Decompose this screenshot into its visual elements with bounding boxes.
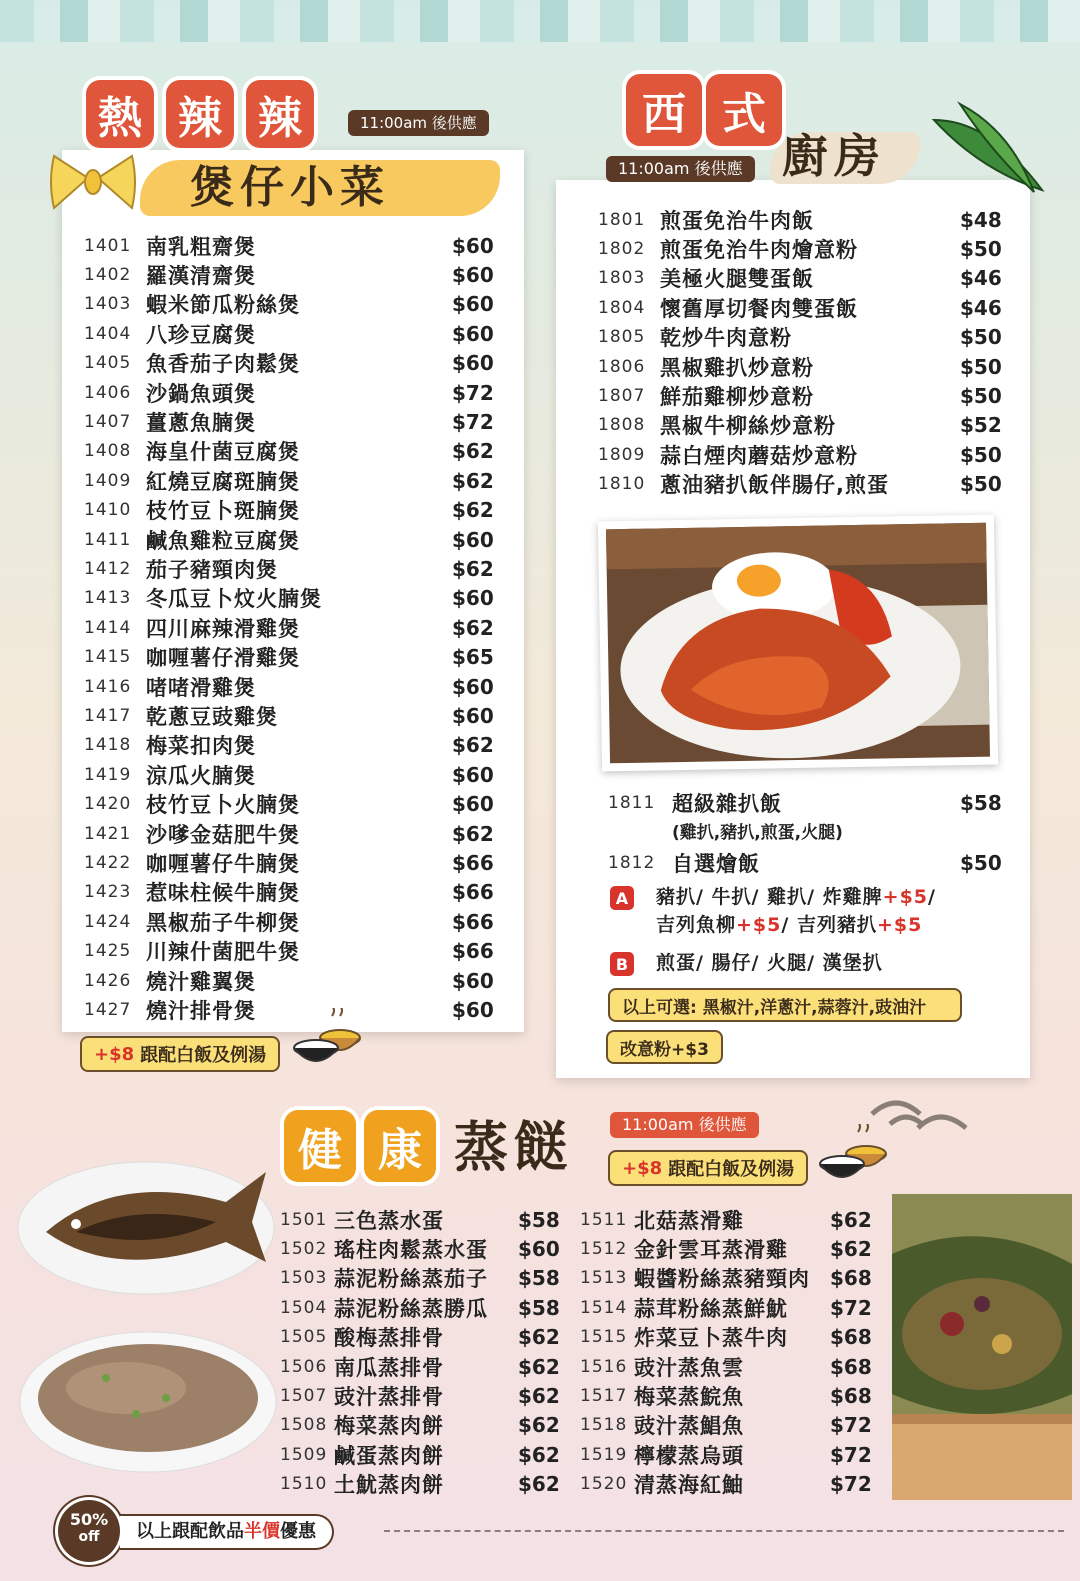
menu-item <box>84 525 512 554</box>
item-price: $60 <box>452 527 494 552</box>
item-code: 1424 <box>84 911 132 932</box>
item-price: $66 <box>452 850 494 875</box>
item-name: 梅菜蒸肉餅 <box>334 1414 444 1439</box>
item-name: 超級雜扒飯 <box>672 791 782 816</box>
menu-item <box>580 1264 890 1293</box>
menu-item <box>84 790 512 819</box>
option-a-fish: 吉列魚柳 <box>656 914 737 936</box>
leaf-icon <box>930 100 1050 196</box>
menu-item <box>280 1264 578 1293</box>
item-name: 乾炒牛肉意粉 <box>660 326 792 351</box>
item-price: $50 <box>960 850 1002 875</box>
item-code: 1416 <box>84 676 132 697</box>
item-name: 懷舊厚切餐肉雙蛋飯 <box>660 296 858 321</box>
sauce-options: 以上可選: 黑椒汁,洋蔥汁,蒜蓉汁,豉油汁 <box>608 988 962 1022</box>
item-code: 1423 <box>84 882 132 903</box>
item-price: $50 <box>960 442 1002 467</box>
menu-item <box>598 205 1020 234</box>
item-price: $62 <box>452 615 494 640</box>
item-name: 川辣什菌肥牛煲 <box>146 940 300 965</box>
item-name: 蒜泥粉絲蒸勝瓜 <box>334 1296 488 1321</box>
decorative-top-border <box>0 0 1080 42</box>
item-name: 北菇蒸滑雞 <box>634 1208 744 1233</box>
menu-item <box>84 643 512 672</box>
item-price: $50 <box>960 472 1002 497</box>
item-name: 鹹魚雞粒豆腐煲 <box>146 528 300 553</box>
item-code: 1501 <box>280 1209 328 1230</box>
item-price: $50 <box>960 383 1002 408</box>
item-name: 三色蒸水蛋 <box>334 1208 444 1233</box>
item-name: 清蒸海紅鮋 <box>634 1473 744 1498</box>
item-code: 1810 <box>598 474 646 495</box>
item-code: 1520 <box>580 1474 628 1495</box>
menu-item <box>280 1293 578 1322</box>
item-price: $60 <box>452 586 494 611</box>
menu-item <box>580 1381 890 1410</box>
item-name: 惹味柱候牛腩煲 <box>146 881 300 906</box>
menu-item <box>84 966 512 995</box>
option-b-badge: B <box>610 952 634 976</box>
steamed-addon-text: 跟配白飯及例湯 <box>668 1159 795 1180</box>
menu-item <box>280 1234 578 1263</box>
option-a-line-2 <box>656 910 922 937</box>
steam-lines-icon <box>866 1088 972 1144</box>
item-price: $68 <box>830 1325 872 1350</box>
item-code: 1806 <box>598 356 646 377</box>
menu-item <box>84 349 512 378</box>
item-price: $50 <box>960 354 1002 379</box>
item-price: $50 <box>960 325 1002 350</box>
item-code: 1418 <box>84 735 132 756</box>
item-code: 1402 <box>84 264 132 285</box>
item-price: $62 <box>518 1354 560 1379</box>
item-code: 1506 <box>280 1356 328 1377</box>
item-code: 1421 <box>84 823 132 844</box>
item-price: $66 <box>452 909 494 934</box>
menu-item <box>580 1440 890 1469</box>
item-name: 紅燒豆腐斑腩煲 <box>146 469 300 494</box>
item-price: $60 <box>452 703 494 728</box>
menu-item <box>598 293 1020 322</box>
item-name: 瑤柱肉鬆蒸水蛋 <box>334 1237 488 1262</box>
badge-percent: 50% <box>69 1510 109 1529</box>
menu-item <box>608 788 1020 817</box>
item-code: 1515 <box>580 1327 628 1348</box>
item-price: $72 <box>830 1472 872 1497</box>
item-name: 蝦醬粉絲蒸豬頸肉 <box>634 1267 810 1292</box>
item-code: 1410 <box>84 500 132 521</box>
item-name: 豉汁蒸鯧魚 <box>634 1414 744 1439</box>
menu-item <box>84 701 512 730</box>
menu-item <box>580 1352 890 1381</box>
item-name: 蒜茸粉絲蒸鮮魷 <box>634 1296 788 1321</box>
item-code: 1507 <box>280 1385 328 1406</box>
item-name: 黑椒牛柳絲炒意粉 <box>660 414 836 439</box>
item-price: $60 <box>452 997 494 1022</box>
item-code: 1502 <box>280 1238 328 1259</box>
item-code: 1411 <box>84 529 132 550</box>
item-name: 乾蔥豆豉雞煲 <box>146 704 278 729</box>
item-price: $62 <box>452 468 494 493</box>
item-name: 金針雲耳蒸滑雞 <box>634 1237 788 1262</box>
option-a-fish-surcharge: +$5 <box>736 914 782 936</box>
western-title-char: 西 <box>626 74 702 146</box>
hotpot-addon-price: +$8 <box>94 1043 135 1065</box>
steamed-title-char: 康 <box>364 1110 436 1182</box>
item-code: 1404 <box>84 323 132 344</box>
item-price: $46 <box>960 295 1002 320</box>
item-name: 自選燴飯 <box>672 851 760 876</box>
item-price: $72 <box>830 1295 872 1320</box>
steamed-subtitle: 蒸餸 <box>454 1115 574 1179</box>
steamed-time-label: 11:00am 後供應 <box>610 1112 759 1138</box>
item-name: 啫啫滑雞煲 <box>146 675 256 700</box>
steamed-pork-patty-photo <box>16 1318 280 1478</box>
item-price: $60 <box>452 792 494 817</box>
item-price: $48 <box>960 207 1002 232</box>
menu-item <box>280 1323 578 1352</box>
option-a-separator: / <box>928 886 936 908</box>
item-code: 1417 <box>84 705 132 726</box>
menu-item <box>280 1205 578 1234</box>
item-name: 四川麻辣滑雞煲 <box>146 616 300 641</box>
item-code: 1516 <box>580 1356 628 1377</box>
item-code: 1413 <box>84 588 132 609</box>
hotpot-title-char: 熱 <box>86 80 154 148</box>
item-code: 1422 <box>84 852 132 873</box>
item-price: $50 <box>960 236 1002 261</box>
chicken-steak-photo <box>598 515 998 772</box>
menu-item <box>84 848 512 877</box>
drink-offer-text: 以上跟配飲品 <box>136 1521 244 1542</box>
item-price: $72 <box>452 380 494 405</box>
menu-item <box>84 760 512 789</box>
menu-item <box>580 1323 890 1352</box>
menu-item <box>84 378 512 407</box>
item-price: $60 <box>452 351 494 376</box>
option-a-pork-surcharge: +$5 <box>876 914 923 936</box>
drink-offer <box>120 1514 334 1550</box>
steamed-addon-price: +$8 <box>622 1157 663 1179</box>
item-price: $58 <box>518 1295 560 1320</box>
menu-item <box>84 937 512 966</box>
item-name: 涼瓜火腩煲 <box>146 763 256 788</box>
item-name: 酸梅蒸排骨 <box>334 1326 444 1351</box>
menu-item <box>280 1411 578 1440</box>
option-a-pork: / 吉列豬扒 <box>781 914 877 936</box>
menu-item <box>580 1411 890 1440</box>
item-code: 1801 <box>598 209 646 230</box>
item-code: 1807 <box>598 385 646 406</box>
item-price: $60 <box>452 233 494 258</box>
menu-item <box>280 1470 578 1499</box>
menu-item <box>608 848 1020 877</box>
item-price: $62 <box>452 821 494 846</box>
menu-item <box>84 907 512 936</box>
item-code: 1415 <box>84 647 132 668</box>
item-name: 炸菜豆卜蒸牛肉 <box>634 1326 788 1351</box>
item-name: 蝦米節瓜粉絲煲 <box>146 293 300 318</box>
menu-item <box>280 1381 578 1410</box>
item-code: 1426 <box>84 970 132 991</box>
menu-item <box>598 381 1020 410</box>
item-code: 1517 <box>580 1385 628 1406</box>
item-price: $60 <box>452 292 494 317</box>
item-price: $72 <box>452 409 494 434</box>
item-name: 咖喱薯仔牛腩煲 <box>146 851 300 876</box>
menu-item <box>84 496 512 525</box>
menu-item <box>598 411 1020 440</box>
menu-item <box>598 264 1020 293</box>
menu-item <box>84 584 512 613</box>
item-name: 鮮茄雞柳炒意粉 <box>660 384 814 409</box>
item-price: $58 <box>960 790 1002 815</box>
item-name: 海皇什菌豆腐煲 <box>146 440 300 465</box>
item-name: 美極火腿雙蛋飯 <box>660 267 814 292</box>
menu-item <box>84 554 512 583</box>
item-price: $62 <box>518 1413 560 1438</box>
item-price: $62 <box>518 1442 560 1467</box>
rice-soup-icon <box>292 1008 362 1072</box>
item-price: $62 <box>518 1383 560 1408</box>
item-name: 蔥油豬扒飯伴腸仔,煎蛋 <box>660 473 889 498</box>
item-price: $68 <box>830 1383 872 1408</box>
item-price: $58 <box>518 1207 560 1232</box>
item-name: 魚香茄子肉鬆煲 <box>146 352 300 377</box>
menu-item <box>598 470 1020 499</box>
menu-item <box>580 1470 890 1499</box>
steamed-fish-photo <box>16 1132 276 1302</box>
item-name: 檸檬蒸烏頭 <box>634 1443 744 1468</box>
item-code: 1505 <box>280 1327 328 1348</box>
option-a-surcharge: +$5 <box>882 886 929 908</box>
item-code: 1518 <box>580 1415 628 1436</box>
item-name: 咖喱薯仔滑雞煲 <box>146 646 300 671</box>
item-price: $66 <box>452 939 494 964</box>
menu-item <box>84 878 512 907</box>
item-name: 八珍豆腐煲 <box>146 322 256 347</box>
item-name: 土魷蒸肉餅 <box>334 1473 444 1498</box>
item-code: 1414 <box>84 617 132 638</box>
item-price: $62 <box>452 733 494 758</box>
item-name: 沙嗲金菇肥牛煲 <box>146 822 300 847</box>
menu-item <box>84 231 512 260</box>
item-code: 1405 <box>84 353 132 374</box>
item-name: 枝竹豆卜火腩煲 <box>146 793 300 818</box>
menu-item <box>598 323 1020 352</box>
menu-item <box>84 407 512 436</box>
item-price: $60 <box>518 1236 560 1261</box>
option-a-choices: 豬扒/ 牛扒/ 雞扒/ 炸雞脾 <box>656 886 883 908</box>
item-price: $60 <box>452 674 494 699</box>
western-time-label: 11:00am 後供應 <box>606 156 755 182</box>
item-code: 1425 <box>84 941 132 962</box>
item-name: 鹹蛋蒸肉餅 <box>334 1443 444 1468</box>
item-code: 1412 <box>84 558 132 579</box>
item-note: (雞扒,豬扒,煎蛋,火腿) <box>672 823 843 843</box>
item-price: $62 <box>518 1325 560 1350</box>
menu-item <box>280 1440 578 1469</box>
item-code: 1805 <box>598 327 646 348</box>
item-code: 1803 <box>598 268 646 289</box>
item-name: 煎蛋免治牛肉飯 <box>660 208 814 233</box>
item-name: 豉汁蒸排骨 <box>334 1384 444 1409</box>
item-price: $60 <box>452 321 494 346</box>
item-name: 冬瓜豆卜炆火腩煲 <box>146 587 322 612</box>
item-code: 1511 <box>580 1209 628 1230</box>
item-name: 南瓜蒸排骨 <box>334 1355 444 1380</box>
item-name: 茄子豬頸肉煲 <box>146 557 278 582</box>
item-code: 1407 <box>84 411 132 432</box>
item-price: $52 <box>960 413 1002 438</box>
half-price-badge <box>58 1500 120 1562</box>
item-name: 黑椒茄子牛柳煲 <box>146 910 300 935</box>
item-price: $62 <box>452 498 494 523</box>
option-a-badge: A <box>610 886 634 910</box>
item-name: 黑椒雞扒炒意粉 <box>660 355 814 380</box>
item-name: 沙鍋魚頭煲 <box>146 381 256 406</box>
menu-item <box>84 819 512 848</box>
item-price: $60 <box>452 262 494 287</box>
menu-item <box>598 440 1020 469</box>
item-price: $62 <box>830 1236 872 1261</box>
western-subtitle: 廚房 <box>782 129 886 183</box>
hotpot-title-char: 辣 <box>246 80 314 148</box>
menu-item <box>84 466 512 495</box>
item-code: 1804 <box>598 297 646 318</box>
menu-item <box>580 1234 890 1263</box>
menu-item <box>84 672 512 701</box>
item-price: $62 <box>452 439 494 464</box>
item-name: 燒汁排骨煲 <box>146 998 256 1023</box>
item-price: $62 <box>452 556 494 581</box>
hotpot-subtitle: 煲仔小菜 <box>190 162 390 213</box>
item-code: 1419 <box>84 764 132 785</box>
steamed-title-char: 健 <box>284 1110 356 1182</box>
steamed-chicken-photo <box>892 1194 1072 1500</box>
item-code: 1403 <box>84 294 132 315</box>
pasta-upgrade: 改意粉+$3 <box>606 1030 723 1064</box>
item-code: 1519 <box>580 1444 628 1465</box>
menu-item <box>84 613 512 642</box>
item-name: 梅菜蒸鯇魚 <box>634 1384 744 1409</box>
item-price: $60 <box>452 762 494 787</box>
pasta-bow-icon <box>50 148 136 222</box>
item-name: 蒜白煙肉蘑菇炒意粉 <box>660 443 858 468</box>
badge-off: off <box>78 1529 100 1545</box>
hotpot-title-char: 辣 <box>166 80 234 148</box>
western-title-char: 式 <box>706 74 782 146</box>
item-name: 薑蔥魚腩煲 <box>146 410 256 435</box>
item-code: 1802 <box>598 238 646 259</box>
menu-item <box>580 1293 890 1322</box>
item-code: 1808 <box>598 415 646 436</box>
item-code: 1809 <box>598 444 646 465</box>
hotpot-addon-text: 跟配白飯及例湯 <box>140 1045 267 1066</box>
drink-offer-suffix: 優惠 <box>280 1521 316 1542</box>
item-name: 枝竹豆卜斑腩煲 <box>146 499 300 524</box>
menu-item <box>580 1205 890 1234</box>
item-price: $72 <box>830 1413 872 1438</box>
menu-item <box>280 1352 578 1381</box>
item-price: $66 <box>452 880 494 905</box>
item-price: $58 <box>518 1266 560 1291</box>
item-code: 1420 <box>84 794 132 815</box>
item-code: 1504 <box>280 1297 328 1318</box>
item-price: $62 <box>830 1207 872 1232</box>
item-price: $68 <box>830 1266 872 1291</box>
steamed-addon-badge <box>608 1150 808 1186</box>
item-price: $62 <box>518 1472 560 1497</box>
item-code: 1510 <box>280 1474 328 1495</box>
item-price: $65 <box>452 645 494 670</box>
item-code: 1811 <box>608 792 656 813</box>
item-price: $46 <box>960 266 1002 291</box>
menu-item <box>598 234 1020 263</box>
menu-item <box>84 319 512 348</box>
item-code: 1509 <box>280 1444 328 1465</box>
item-code: 1406 <box>84 382 132 403</box>
item-code: 1513 <box>580 1268 628 1289</box>
item-code: 1409 <box>84 470 132 491</box>
item-name: 羅漢清齋煲 <box>146 263 256 288</box>
menu-item <box>84 290 512 319</box>
hotpot-addon-badge <box>80 1036 280 1072</box>
item-code: 1427 <box>84 999 132 1020</box>
item-name: 蒜泥粉絲蒸茄子 <box>334 1267 488 1292</box>
item-name: 南乳粗齋煲 <box>146 234 256 259</box>
menu-item <box>84 437 512 466</box>
item-code: 1408 <box>84 441 132 462</box>
option-a-line-1 <box>656 882 936 909</box>
option-b-line: 煎蛋/ 腸仔/ 火腿/ 漢堡扒 <box>656 952 883 974</box>
item-code: 1508 <box>280 1415 328 1436</box>
item-price: $60 <box>452 968 494 993</box>
item-name: 煎蛋免治牛肉燴意粉 <box>660 237 858 262</box>
footer-divider <box>384 1530 1064 1532</box>
item-name: 豉汁蒸魚雲 <box>634 1355 744 1380</box>
item-code: 1512 <box>580 1238 628 1259</box>
item-code: 1503 <box>280 1268 328 1289</box>
item-price: $68 <box>830 1354 872 1379</box>
menu-item <box>84 731 512 760</box>
item-code: 1401 <box>84 235 132 256</box>
item-price: $72 <box>830 1442 872 1467</box>
item-code: 1812 <box>608 852 656 873</box>
item-code: 1514 <box>580 1297 628 1318</box>
drink-offer-highlight: 半價 <box>244 1521 280 1542</box>
item-name: 梅菜扣肉煲 <box>146 734 256 759</box>
menu-item <box>598 352 1020 381</box>
menu-item <box>84 260 512 289</box>
item-name: 燒汁雞翼煲 <box>146 969 256 994</box>
hotpot-time-label: 11:00am 後供應 <box>348 110 489 136</box>
